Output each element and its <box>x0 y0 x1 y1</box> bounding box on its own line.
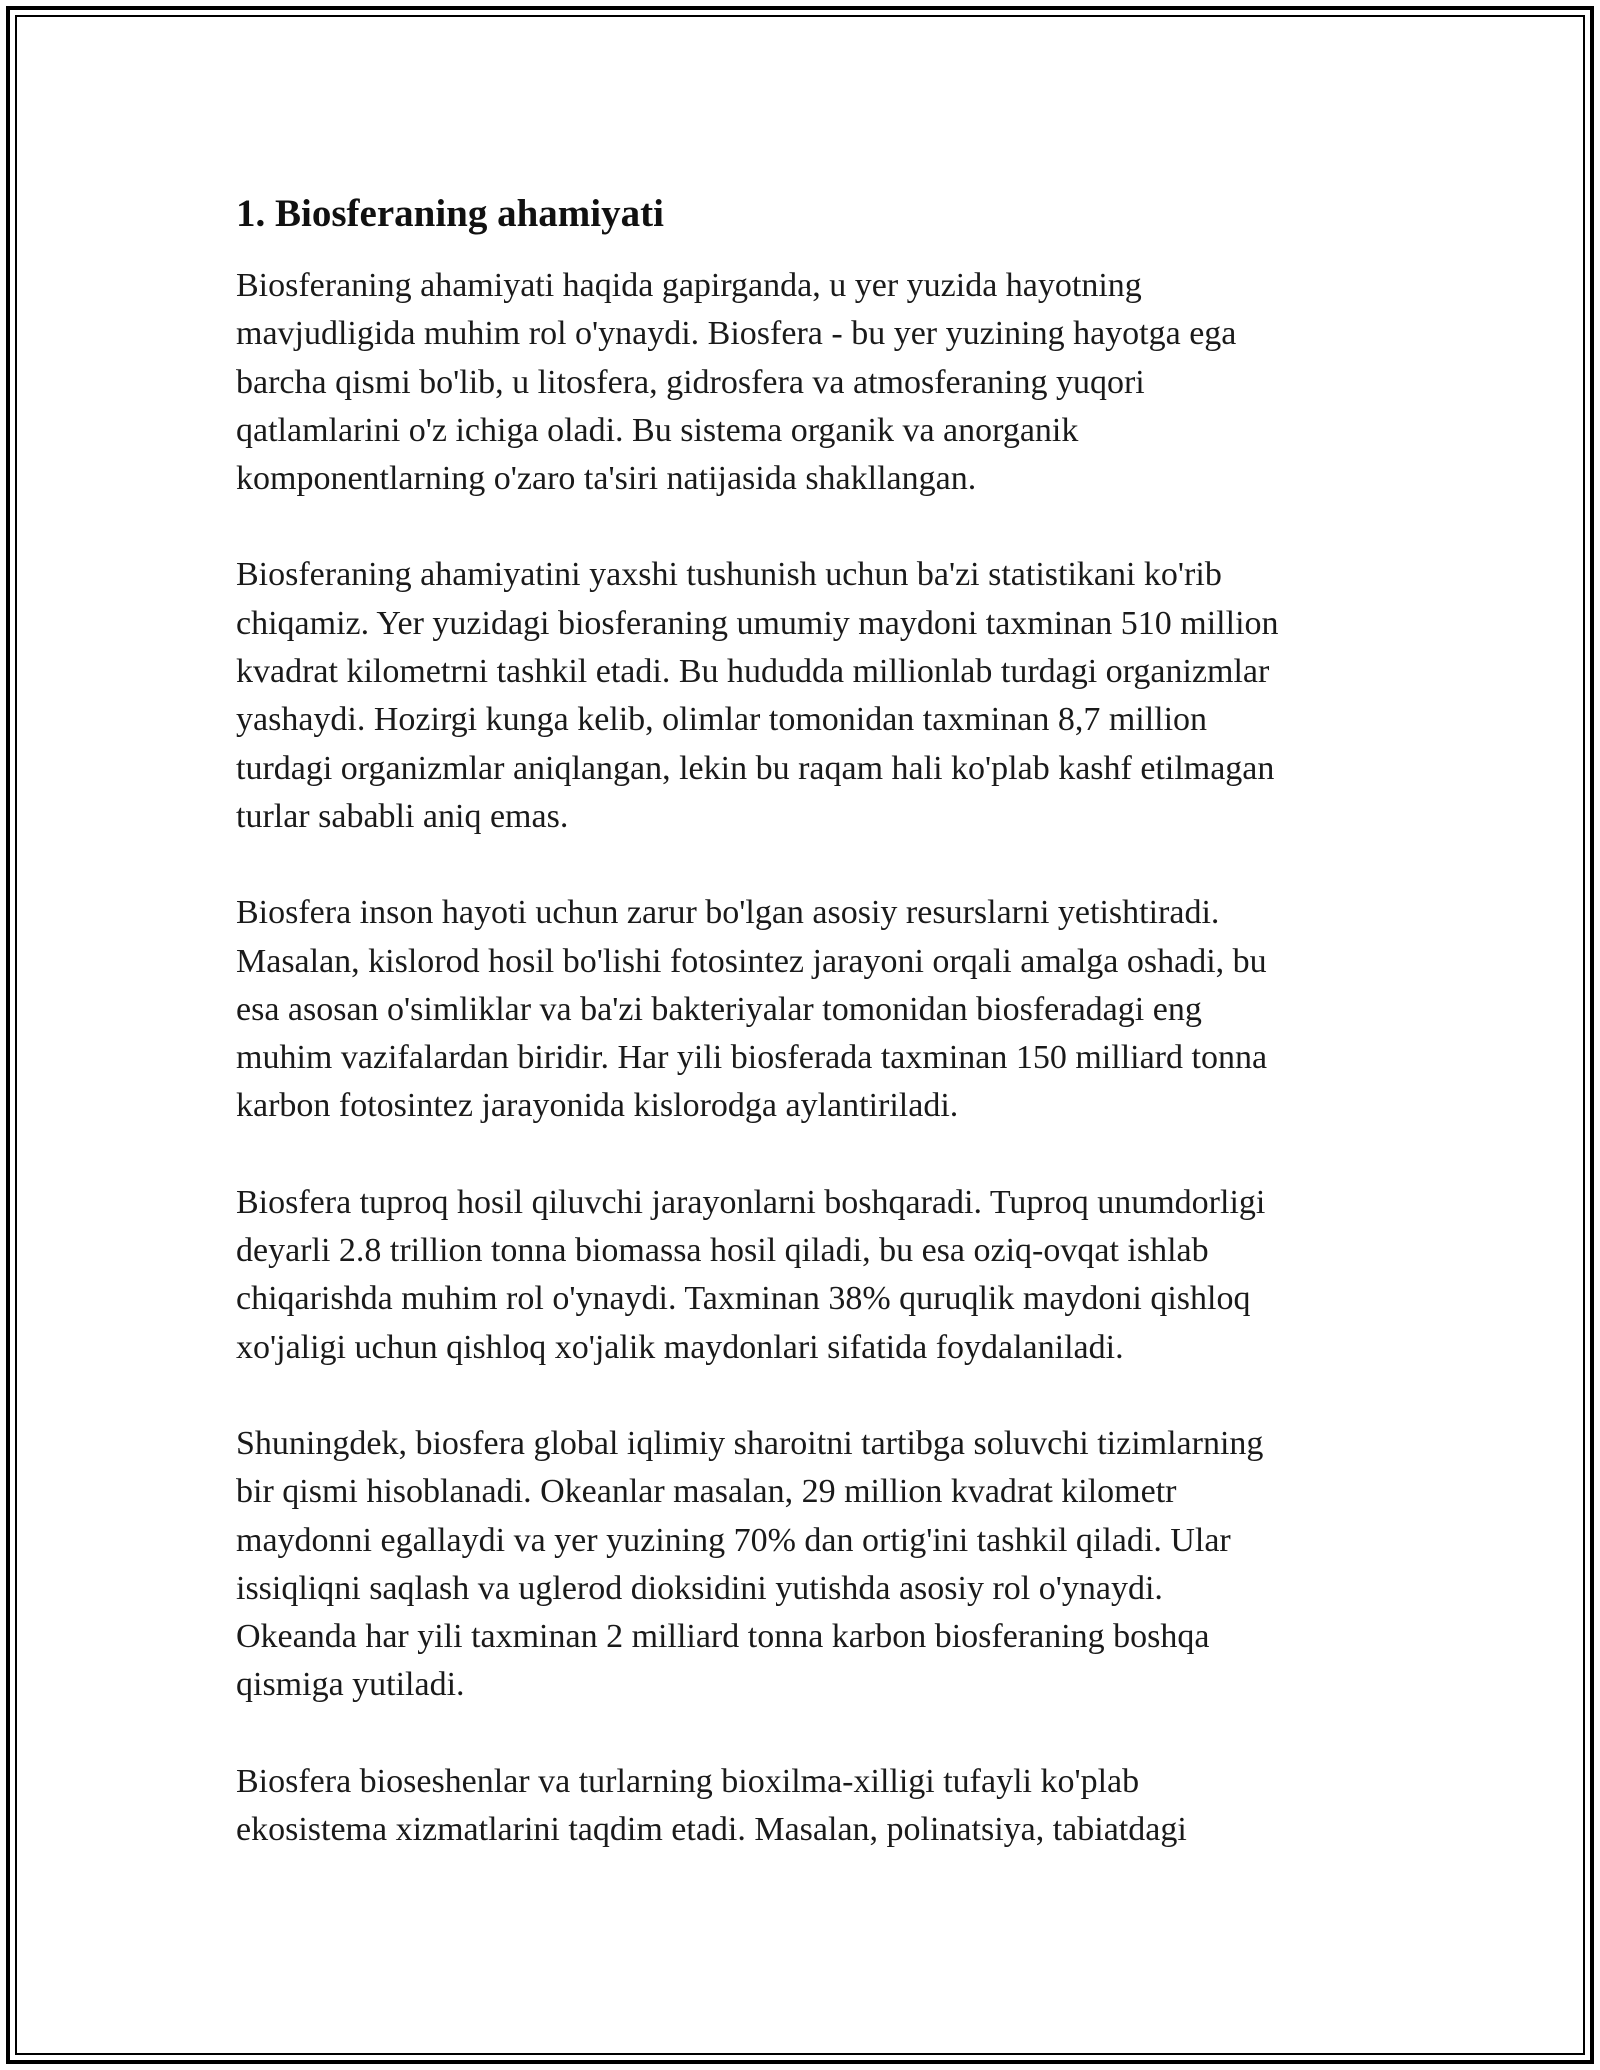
paragraph-4 <box>236 1179 1396 1372</box>
paragraph-line: Shuningdek, biosfera global iqlimiy sharoitni tartibga soluvchi tizimlarning <box>236 1424 1264 1462</box>
paragraph-line: Biosferaning ahamiyatini yaxshi tushunish uchun ba'zi statistikani ko'rib <box>236 556 1222 594</box>
paragraph-line: ekosistema xizmatlarini taqdim etadi. Masalan, polinatsiya, tabiatdagi <box>236 1811 1187 1849</box>
paragraph-line: qismiga yutiladi. <box>236 1666 465 1704</box>
paragraph-2 <box>236 551 1396 841</box>
paragraph-line: chiqarishda muhim rol o'ynaydi. Taxminan 38% quruqlik maydoni qishloq <box>236 1280 1251 1318</box>
paragraph-line: Biosfera tuproq hosil qiluvchi jarayonlarni boshqaradi. Tuproq unumdorligi <box>236 1183 1266 1221</box>
paragraph-line: Okeanda har yili taxminan 2 milliard tonna karbon biosferaning boshqa <box>236 1618 1210 1656</box>
paragraph-line: kvadrat kilometrni tashkil etadi. Bu hududda millionlab turdagi organizmlar <box>236 653 1270 691</box>
paragraph-line: issiqliqni saqlash va uglerod dioksidini yutishda asosiy rol o'ynaydi. <box>236 1569 1163 1607</box>
paragraph-line: qatlamlarini o'z ichiga oladi. Bu sistema organik va anorganik <box>236 411 1079 449</box>
paragraph-5 <box>236 1420 1396 1710</box>
paragraph-line: chiqamiz. Yer yuzidagi biosferaning umumiy maydoni taxminan 510 million <box>236 604 1279 642</box>
paragraph-line: esa asosan o'simliklar va ba'zi bakteriyalar tomonidan biosferadagi eng <box>236 990 1202 1028</box>
paragraph-line: xo'jaligi uchun qishloq xo'jalik maydonlari sifatida foydalaniladi. <box>236 1328 1124 1366</box>
paragraph-line: maydonni egallaydi va yer yuzining 70% dan ortig'ini tashkil qiladi. Ular <box>236 1521 1231 1559</box>
paragraph-line: turdagi organizmlar aniqlangan, lekin bu raqam hali ko'plab kashf etilmagan <box>236 749 1275 787</box>
paragraph-line: muhim vazifalardan biridir. Har yili biosferada taxminan 150 milliard tonna <box>236 1039 1268 1077</box>
paragraph-line: komponentlarning o'zaro ta'siri natijasida shakllangan. <box>236 460 977 498</box>
paragraph-1 <box>236 262 1396 503</box>
paragraph-line: Biosfera bioseshenlar va turlarning bioxilma-xilligi tufayli ko'plab <box>236 1762 1140 1800</box>
paragraph-line: Biosferaning ahamiyati haqida gapirganda, u yer yuzida hayotning <box>236 267 1142 304</box>
paragraph-line: deyarli 2.8 trillion tonna biomassa hosil qiladi, bu esa oziq-ovqat ishlab <box>236 1232 1209 1270</box>
paragraph-line: turlar sababli aniq emas. <box>236 797 569 835</box>
paragraph-line: bir qismi hisoblanadi. Okeanlar masalan, 29 million kvadrat kilometr <box>236 1473 1177 1511</box>
paragraph-3 <box>236 889 1396 1130</box>
paragraph-line: Masalan, kislorod hosil bo'lishi fotosintez jarayoni orqali amalga oshadi, bu <box>236 942 1267 980</box>
paragraph-line: barcha qismi bo'lib, u litosfera, gidrosfera va atmosferaning yuqori <box>236 363 1145 401</box>
section-heading: 1. Biosferaning ahamiyati <box>236 192 664 235</box>
paragraph-line: yashaydi. Hozirgi kunga kelib, olimlar tomonidan taxminan 8,7 million <box>236 701 1208 739</box>
document-body <box>236 188 1396 1854</box>
paragraph-line: mavjudligida muhim rol o'ynaydi. Biosfera - bu yer yuzining hayotga ega <box>236 315 1237 353</box>
paragraph-line: Biosfera inson hayoti uchun zarur bo'lgan asosiy resurslarni yetishtiradi. <box>236 894 1220 932</box>
paragraph-line: karbon fotosintez jarayonida kislorodga aylantiriladi. <box>236 1087 959 1125</box>
paragraph-6 <box>236 1758 1396 1855</box>
